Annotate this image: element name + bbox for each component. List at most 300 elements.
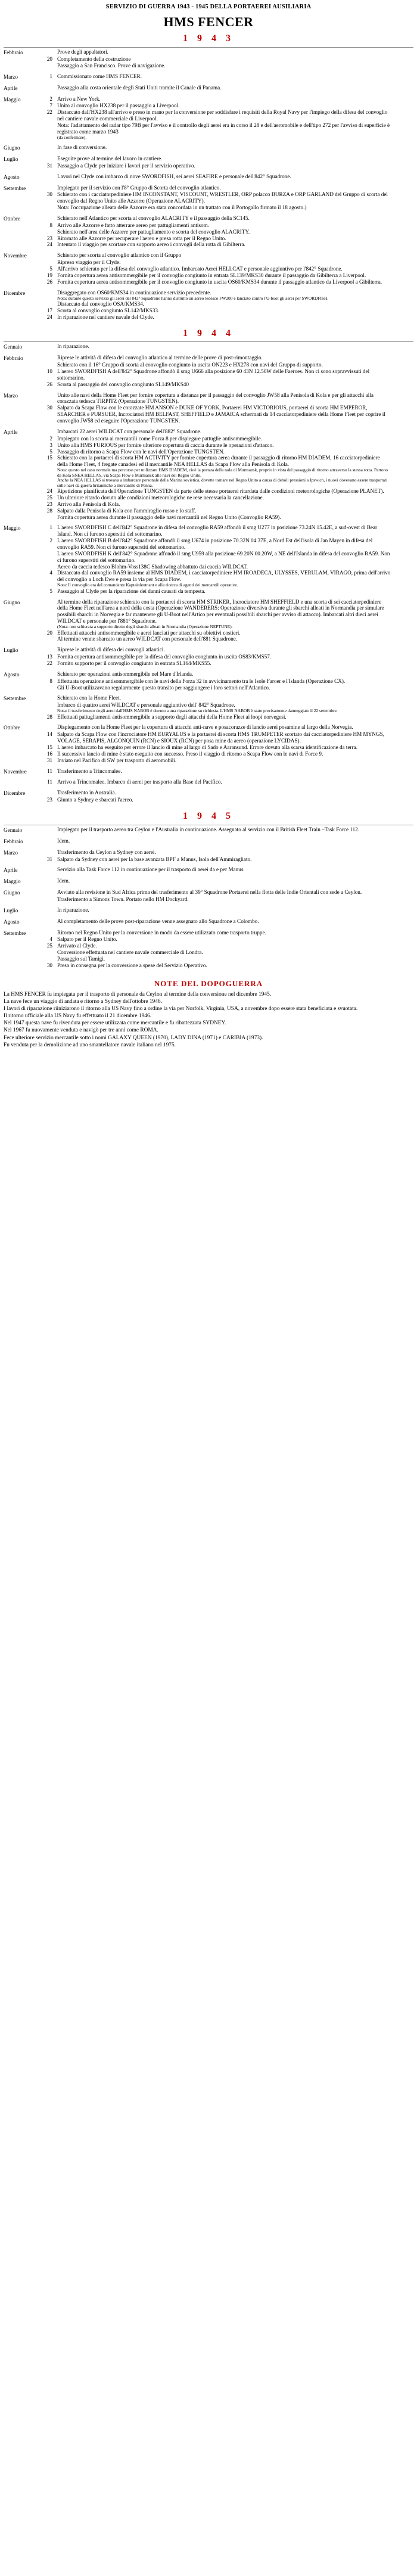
log-entry (4, 757, 413, 764)
spacer (4, 69, 413, 73)
day-number: 5 (49, 266, 52, 272)
month-block (4, 724, 413, 763)
month-block (4, 599, 413, 643)
log-entry (4, 685, 413, 691)
entry-text-cell (57, 551, 391, 564)
day-number: 4 (49, 570, 52, 576)
month-label: Gennaio (4, 826, 23, 833)
spacer (4, 885, 413, 889)
month-block (4, 96, 413, 141)
month-label (4, 56, 42, 57)
entry-text: Imbarco di quattro aerei WILDCAT e personale aggiuntivo dell' 842° Squadrone. (57, 702, 235, 709)
entry-footnote: (da confermare). (57, 134, 87, 140)
entry-text: Completamento della costruzione (57, 56, 131, 63)
entry-text: Schierato per scorta al convoglio atlantico con il Gruppo (57, 252, 182, 259)
month-label: Giugno (4, 145, 20, 151)
entry-text-cell (57, 826, 391, 833)
entry-text: L'aereo SWORDFISH K dell'842° Squadrone affondò il smg U959 alla posizione 69 20N 00.20W, a NE dell'Islanda in difesa del convoglio RA59. Non ci furono superstiti del sottomarino. (57, 550, 390, 563)
log-entry (4, 660, 413, 667)
entry-text: Trasferimento in Australia. (57, 790, 116, 796)
month-label: Ottobre (4, 725, 21, 731)
log-entry (4, 301, 413, 307)
entry-text-cell (57, 685, 391, 691)
entry-text-cell (57, 381, 391, 388)
entry-text-cell (57, 266, 391, 272)
month-label (4, 368, 42, 369)
entry-text: Effettuati pattugliamenti antisommergibile a supporto degli attacchi della Home Fleet ai loopi norvegesi. (57, 713, 287, 720)
month-label: Giugno (4, 890, 20, 896)
log-entry (4, 478, 413, 488)
entry-text-cell (57, 790, 391, 796)
log-entry (4, 307, 413, 314)
log-entry (4, 436, 413, 442)
entry-text: Passaggio a Clyde per iniziare i lavori per il servizio operativo. (57, 162, 195, 169)
log-entry (4, 654, 413, 660)
postwar-notes (4, 992, 413, 1049)
spacer (4, 388, 413, 392)
day-number: 1 (49, 73, 52, 79)
log-entry (4, 109, 413, 122)
month-label: Dicembre (4, 290, 26, 296)
month-label (4, 241, 42, 242)
month-block (4, 215, 413, 248)
entry-text: Salpato per il Regno Unito. (57, 936, 117, 943)
month-label (4, 102, 42, 103)
entry-text-cell (57, 630, 391, 636)
entry-text-cell (57, 744, 391, 751)
entry-text: Prove degli appaltatori. (57, 49, 108, 55)
entry-text: L'aereo SWORDFISH A dell'842° Squadrone affondò il smg U666 alla posizione 60 43N 12.50W delle Faeroes. Non ci sono sopravvissuti del sottomarino. (57, 368, 370, 381)
log-entry (4, 173, 413, 181)
month-label: Dicembre (4, 790, 26, 797)
month-block (4, 355, 413, 387)
log-entry (4, 368, 413, 381)
log-entry (4, 163, 413, 169)
entry-text: Arrivo alla Penisola di Kola. (57, 501, 120, 507)
month-label: Settembre (4, 930, 26, 936)
log-entry (4, 102, 413, 109)
entry-text-cell (57, 501, 391, 508)
entry-text: All'arrivo schierato per la difesa del convoglio atlantico. Imbarcato Aerei HELLCAT e personale aggiuntivo per l'842° Squadrone. (57, 266, 343, 272)
entry-text: Salpato da Scapa Flow con le corazzate HM ANSON e DUKE OF YORK, Portaerei HM VICTORIOUS, portaerei di scorta HM EMPEROR, SEARCHER e PURSUER, Incrociatori HM BELFAST, SHEFFIELD e JAMAICA schermati da 14 cacciatorpediniere della Home Fleet per coprire il convoglio JW58 ed eseguire l'Operazione TUNGSTEN. (57, 405, 385, 424)
spacer (4, 691, 413, 695)
month-label (4, 259, 42, 260)
entry-text-cell (57, 455, 391, 478)
entry-footnote: Nota: Il convoglio era del comandante Kaptainleutnant e alla ricerca di agenti dei mercantili operative. (57, 582, 238, 588)
entry-text: Unito alla HMS FURIOUS per fornire ulteriore copertura di caccia durante le operazioni d'attacco. (57, 442, 274, 448)
spacer (4, 92, 413, 96)
note-paragraph: Fece ulteriore servizio mercantile sotto i nomi GALAXY QUEEN (1970), LADY DINA (1971) e CARIBIA (1973). (4, 1034, 263, 1041)
entry-text: Trasferimento a Trincomalee. (57, 767, 122, 774)
month-block (4, 849, 413, 863)
log-entry (4, 907, 413, 914)
month-label (4, 381, 42, 382)
entry-text-cell (57, 878, 391, 884)
month-label (4, 235, 42, 236)
entry-text: Fornita copertura aerea antisommergibile per il convoglio congiunto in entrata SL139/MKS30 durante il passaggio da Gibilterra a Liverpool. (57, 272, 366, 278)
spacer (4, 285, 413, 290)
year-heading: 1 9 4 3 (183, 33, 234, 44)
spacer (4, 211, 413, 215)
entry-text-cell (57, 856, 391, 863)
entry-text-cell (57, 757, 391, 764)
entry-text: Distaccato dall'HX238 all'arrivo e preso in mano per la conversione per soddisfare i requisiti della Royal Navy per l'impiego della difesa del convoglio nel cantiere navale commerciale di Liverpool. (57, 109, 388, 122)
month-label (4, 501, 42, 502)
month-label (4, 442, 42, 443)
entry-text-cell (57, 779, 391, 785)
entry-text: In fase di conversione. (57, 144, 107, 151)
log-entry (4, 442, 413, 449)
entry-text-cell (57, 449, 391, 455)
month-label (4, 272, 42, 273)
entry-text: Un ulteriore ritardo dovuto alle condizioni meteorologiche ne rese necessaria la cancellazione. (57, 495, 264, 501)
entry-text-cell (57, 671, 391, 678)
log-entry (4, 191, 413, 204)
entry-text: Riprese le attività di difesa del convoglio atlantico al termine delle prove di post-rimontaggio. (57, 355, 263, 361)
log-entry (4, 588, 413, 595)
day-number: 23 (46, 501, 52, 507)
month-block (4, 290, 413, 321)
entry-text: Fornita copertura antisommergibile per la difesa del convoglio congiunto in uscita OS83/KMS57. (57, 654, 272, 660)
log-entry (4, 849, 413, 856)
log-entry (4, 73, 413, 80)
entry-text-cell (57, 96, 391, 102)
entry-text-cell (57, 185, 391, 191)
entry-text-cell (57, 173, 391, 180)
day-number: 22 (46, 109, 52, 116)
log-entry (4, 96, 413, 103)
month-label (4, 744, 42, 745)
entry-text-cell (57, 368, 391, 381)
spacer (4, 720, 413, 724)
log-entry (4, 156, 413, 163)
spacer (4, 803, 413, 807)
month-label: Maggio (4, 96, 21, 102)
month-block (4, 156, 413, 169)
month-label (4, 191, 42, 192)
month-label: Luglio (4, 156, 18, 163)
month-label: Maggio (4, 525, 21, 532)
spacer (4, 667, 413, 671)
entry-text: Ritornato alle Azzorre per recuperare l'aereo e presa rotta per il Regno Unito. (57, 235, 226, 241)
day-number: 24 (46, 313, 52, 320)
month-block (4, 49, 413, 69)
day-number: 30 (46, 191, 52, 198)
year-heading: 1 9 4 4 (183, 328, 234, 338)
entry-text-cell (57, 488, 391, 495)
month-label (4, 537, 42, 538)
spacer (4, 140, 413, 144)
month-block (4, 173, 413, 181)
entry-text: Schierato con il 16° Gruppo di scorta al convoglio congiunto in uscita ON223 e HX278 con navi del Gruppo di supporto. (57, 362, 323, 368)
entry-text: In riparazione. (57, 343, 89, 350)
log-entry (4, 290, 413, 301)
entry-footnote: Anche la NEA HELLAS si trovava a imbarcare personale della Marina sovietica, dovette tornare nel Regno Unito a causa di deboli pressioni a Ipswich, i nuovi dovevano essere trasportati sulle navi da guerra britanniche a mercantile di Penna. (57, 477, 388, 488)
day-number: 10 (46, 368, 52, 375)
entry-text: Idem. (57, 878, 70, 884)
day-number: 15 (46, 744, 52, 751)
log-entry (4, 229, 413, 235)
day-number: 20 (46, 629, 52, 636)
entry-text: Distaccato dal convoglio OSA/KMS34. (57, 301, 144, 307)
entry-text: Effettuata operazione antisommergibile con le navi della Forza 32 in avvicinamento tra le Isole Faroer e l'Islanda (Operazione CX). (57, 678, 346, 684)
log-entry (4, 599, 413, 630)
log-entry (4, 355, 413, 362)
log-entry (4, 449, 413, 455)
entry-text-cell (57, 215, 391, 222)
spacer (4, 775, 413, 779)
entry-text: Effettuati attacchi antisommergibile e aerei lanciati per attacchi su obiettivi costieri. (57, 629, 241, 636)
log-entry (4, 647, 413, 654)
entry-text-cell (57, 588, 391, 595)
entry-text-cell (57, 678, 391, 685)
entry-text: Commissionato come HMS FENCER. (57, 73, 142, 79)
spacer (4, 903, 413, 907)
spacer (4, 169, 413, 173)
entry-text: Impiegato per il servizio con l'8° Gruppo di Scorta del convoglio atlantico. (57, 184, 221, 191)
month-block (4, 930, 413, 969)
note-paragraph: La HMS FENCER fu impiegata per il trasporto di personale da Ceylon al termine della conversione nel dicembre 1945. (4, 992, 272, 998)
log-entry (4, 949, 413, 956)
entry-text: Arrivato al Clyde. (57, 943, 97, 949)
log-entry (4, 392, 413, 405)
log-entry (4, 63, 413, 69)
entry-text: Schierato nell'area delle Azzorre per pattugliamento e scorta del convoglio ALACRITY. (57, 228, 250, 235)
spacer (4, 785, 413, 790)
month-label (4, 488, 42, 489)
spacer (4, 862, 413, 866)
day-number: 11 (47, 779, 52, 785)
day-number: 8 (49, 678, 52, 684)
entry-text: Inviato nel Pacifico di SW per trasporto di aeromobili. (57, 757, 177, 763)
month-label (4, 514, 42, 515)
entry-text: Imbarcati 22 aerei WILDCAT con personale dell'882° Squadrone. (57, 428, 202, 434)
entry-text: Ritorno nel Regno Unito per la conversione in modo da essere utilizzato come trasporto truppe. (57, 929, 266, 936)
day-number: 26 (46, 278, 52, 285)
spacer (4, 350, 413, 355)
entry-text: Nota: l'adattamento del radar tipo 79B per l'avviso e il controllo degli aerei era in corso il 28 e dell'aeromobile e dell'tipo 272 per l'avviso di superficie è registrato come marzo 1943 (57, 122, 390, 135)
log-entry (4, 724, 413, 731)
spacer (4, 321, 413, 325)
entry-text-cell (57, 918, 391, 925)
log-entry (4, 49, 413, 56)
month-label (4, 109, 42, 110)
entry-text-cell (57, 56, 391, 63)
entry-text: Fornito supporto per il convoglio congiunto in entrata SL164/MKS55. (57, 660, 211, 666)
log-entry (4, 252, 413, 259)
service-record (4, 33, 413, 972)
entry-text-cell (57, 49, 391, 55)
note-paragraph: Fu venduta per la demolizione ad uno smantellatore navale italiano nel 1975. (4, 1042, 176, 1048)
spacer (4, 80, 413, 85)
month-label: Novembre (4, 253, 27, 259)
entry-text-cell (57, 122, 391, 140)
entry-text-cell (57, 290, 391, 301)
month-block (4, 73, 413, 80)
spacer (4, 834, 413, 838)
entry-footnote: (Nota: non schierata a supporto diretto degli sbarchi alleati in Normandia (Operazione NEPTUNE). (57, 623, 233, 629)
entry-text-cell (57, 73, 391, 80)
entry-text-cell (57, 896, 391, 903)
month-label: Gennaio (4, 344, 23, 350)
day-number: 2 (49, 95, 52, 102)
log-entry (4, 122, 413, 140)
month-label: Settembre (4, 695, 26, 702)
entry-text: Passaggio di ritorno a Scapa Flow con le navi dell'Operazione TUNGSTEN. (57, 448, 225, 455)
spacer (4, 925, 413, 930)
month-block (4, 878, 413, 885)
spacer (4, 874, 413, 878)
entry-text-cell (57, 307, 391, 314)
entry-text: Scorta al convoglio congiunto SL142/MKS33. (57, 307, 160, 313)
entry-text-cell (57, 936, 391, 943)
entry-text-cell (57, 102, 391, 109)
entry-text: L'aereo imbarcato ha eseguito per errore il lancio di mine al largo di Sado e Aaransund. Errore dovuto alla scarsa identificazione da terra. (57, 744, 358, 751)
spacer (4, 181, 413, 185)
log-entry (4, 314, 413, 321)
month-block (4, 524, 413, 594)
entry-text-cell (57, 654, 391, 660)
month-block (4, 343, 413, 350)
month-label: Marzo (4, 73, 18, 80)
entry-text: Al termine venne sbarcato un aereo WILDCAT con personale dell'881 Squadrone. (57, 636, 238, 642)
month-label: Aprile (4, 867, 18, 874)
log-entry (4, 779, 413, 785)
day-number: 19 (46, 272, 52, 278)
log-entry (4, 279, 413, 285)
day-number: 25 (46, 495, 52, 501)
entry-text-cell (57, 229, 391, 235)
month-block (4, 779, 413, 785)
log-entry (4, 866, 413, 874)
day-number: 20 (46, 56, 52, 63)
month-block (4, 790, 413, 803)
entry-text: Ripreso viaggio per il Clyde. (57, 259, 121, 266)
log-entry (4, 488, 413, 495)
month-label (4, 757, 42, 758)
entry-text-cell (57, 204, 391, 211)
month-label: Aprile (4, 428, 18, 435)
entry-text-cell (57, 436, 391, 442)
entry-text: Passaggio al Clyde per la riparazione dei danni causati da tempesta. (57, 588, 206, 594)
spacer (4, 969, 413, 973)
log-entry (4, 266, 413, 272)
day-number: 4 (49, 936, 52, 943)
spacer (4, 520, 413, 524)
entry-text: Schierato per operazioni antisommergibile nel Mare d'Irlanda. (57, 670, 194, 677)
log-entry (4, 930, 413, 937)
month-label (4, 896, 42, 897)
entry-text: Lavori nel Clyde con imbarco di nove SWORDFISH, sei aerei SEAFIRE e personale dell'842° Squadrone. (57, 173, 291, 179)
log-entry (4, 678, 413, 685)
entry-text: Gli U-Boot utilizzavano regolarmente questo transito per raggiungere i loro settori nell'Atlantico. (57, 684, 270, 691)
month-label: Agosto (4, 918, 20, 925)
day-number: 28 (46, 507, 52, 514)
entry-text-cell (57, 405, 391, 424)
log-entry (4, 630, 413, 636)
entry-text: Passaggio sul Tamigi. (57, 955, 105, 962)
entry-text-cell (57, 962, 391, 969)
spacer (4, 595, 413, 599)
spacer (4, 845, 413, 849)
log-entry (4, 936, 413, 943)
log-entry (4, 896, 413, 903)
entry-text: Presa in consegna per la conversione a spese del Servizio Operativo. (57, 962, 207, 968)
spacer (4, 642, 413, 647)
entry-text: Salpato da Scapa Flow con l'incrociatore HM EURYALUS e la portaerei di scorta HMS TRUMPETER scortato dai cacciatorpediniere HM MYNGS, VOLAGE, SERAPIS, ALGONQUIN (RCN) e SIOUX (RCN) per posa mine da aereo (operazione LYCIDAS). (57, 731, 385, 744)
month-label (4, 222, 42, 223)
day-number: 30 (46, 405, 52, 411)
log-entry (4, 943, 413, 949)
month-label (4, 731, 42, 732)
entry-text-cell (57, 109, 391, 122)
month-block (4, 144, 413, 151)
entry-text: Nota: l'occupazione alleata delle Azzorre era stata concordata in un trattato con il Portogallo firmato il 18 agosto.) (57, 204, 307, 211)
entry-text-cell (57, 235, 391, 242)
entry-text: Ripetizione pianificata dell'Operazione TUNGSTEN da parte delle stesse portaerei ritardata dalle condizioni meteorologiche (Operazione PLANET). (57, 488, 384, 495)
entry-text-cell (57, 636, 391, 642)
log-entry (4, 838, 413, 845)
log-entry (4, 259, 413, 266)
day-number: 28 (46, 713, 52, 720)
month-label: Marzo (4, 392, 18, 399)
month-label (4, 588, 42, 589)
month-label: Ottobre (4, 216, 21, 222)
month-label: Agosto (4, 173, 20, 180)
entry-text: Fornita copertura aerea durante il passaggio delle navi mercantili nel Regno Unito (Convoglio RA59). (57, 514, 281, 520)
log-entry (4, 144, 413, 151)
month-block (4, 671, 413, 691)
log-entry (4, 272, 413, 279)
entry-text-cell (57, 442, 391, 449)
entry-text: Il successivo lancio di mine è stato eseguito con successo. Preso il viaggio di ritorno a Scapa Flow con le navi di Force 9. (57, 750, 323, 757)
entry-text-cell (57, 714, 391, 720)
entry-text: Distaccato dal convoglio RA59 insieme al HMS DIADEM, i cacciatorpediniere HM IROADECA, ULYSSES, VERULAM, VIRAGO, prima dell'arrivo del convoglio a Loch Ewe e presa la via per Scapa Flow. (57, 570, 391, 583)
divider (4, 341, 413, 342)
entry-text: In riparazione. (57, 906, 89, 913)
log-entry (4, 751, 413, 757)
entry-text: Salpato dalla Penisola di Kola con l'ammiraglio russo e lo staff. (57, 507, 197, 514)
log-entry (4, 714, 413, 720)
month-label: Settembre (4, 185, 26, 191)
month-block (4, 838, 413, 845)
entry-text: Salpato da Sydney con aerei per la base avanzata BPF a Manus, Isola dell'Ammiragliato. (57, 856, 252, 862)
month-block (4, 647, 413, 667)
note-paragraph: Il ritorno ufficiale alla US Navy fu effettuato il 21 dicembre 1946. (4, 1013, 152, 1020)
entry-text: Dispiegamento con la Home Fleet per la copertura di attacchi anti-nave e posacorazze di lancio aerei posamine al largo della Norvegia. (57, 724, 353, 731)
entry-text: L'aereo SWORDFISH C dell'842° Squadrone in difesa del convoglio RA59 affondò il smg U277 in posizione 73.24N 15.42E, a sud-ovest di Bear Island. Non ci furono superstiti del sottomarino. (57, 524, 378, 537)
spacer (4, 764, 413, 768)
month-label (4, 678, 42, 679)
entry-text-cell (57, 751, 391, 757)
month-label (4, 702, 42, 703)
entry-text: Unito al convoglio HX238 per il passaggio a Liverpool. (57, 102, 180, 109)
day-number: 5 (49, 588, 52, 594)
note-paragraph: Nel 1947 questa nave fu rivenduta per essere utilizzata come mercantile e fu ribattezzata SYDNEY. (4, 1020, 226, 1027)
log-entry (4, 514, 413, 521)
month-label: Luglio (4, 647, 18, 654)
day-number: 23 (46, 797, 52, 803)
month-block (4, 907, 413, 914)
log-entry (4, 551, 413, 564)
month-label (4, 307, 42, 308)
month-block (4, 252, 413, 285)
log-entry (4, 501, 413, 508)
month-label (4, 962, 42, 963)
day-number: 5 (49, 448, 52, 455)
note-paragraph: La nave fece un viaggio di andata e ritorno a Sydney dell'ottobre 1946. (4, 999, 162, 1005)
log-entry (4, 918, 413, 925)
